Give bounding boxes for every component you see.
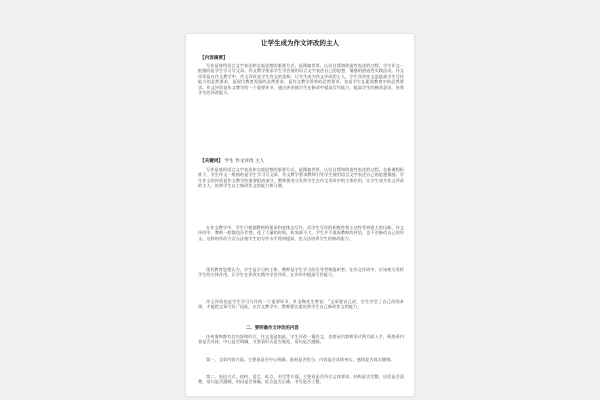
abstract-text: 写作是使用语言文字表达和交流思想的重要方式，是搜索世界、认识自我和创造性表述的过程。学生作文一般指的是学生学习写文章。作文教学要求学生学会使用语言文字表述自己的思想、情感的创造性实践活动。作文评改是在作文教学中，作文评改是学生作文的延伸。让学生成为作文评改的主人，学生评改作文是提高学生写作能力的必然要求，是现代教育发展的必然要求，是作文教学改革的必然要求，也是学生在素质教育中的必然要求。作文评改是作文教学的一个重要环节，通过评改使学生在修改中提高写作能力，提高学生的修改意识，培养学生的评改能力。: [198, 63, 404, 96]
document-title: 让学生成为作文评改的主人: [261, 39, 339, 47]
body-block-1: [198, 167, 404, 189]
body-block-7: [198, 374, 404, 385]
body-block-2: [198, 225, 404, 241]
body-paragraph-1: 写作是使用语言文字表达和交流思想的重要方式，是搜索世界、认识自我和创造性表述的过程。在新课程标准下，学生作文一般指的是学生学习写文章，作文教学要求教师引导学生使用语言文字表述自己的思想情感。学生作文的评改是作文教学的重要组成部分，教师要充分发挥学生在作文评改中的主体作用，让学生成为作文评改的主人，培养学生自主修改作文的能力和习惯。: [198, 167, 404, 189]
abstract-block: [198, 63, 404, 95]
body-block-4: [198, 299, 404, 310]
document-page: [186, 34, 414, 396]
keywords-block: [200, 159, 264, 165]
body-paragraph-7: 第二，表达方式、结构、语言、标点、书写等方面。主要看是否符合文体要求，结构是否完整，层次是否清楚，语句是否通顺，用词是否准确，标点是否正确，书写是否工整。: [198, 374, 404, 385]
abstract-label: 【内容摘要】: [200, 56, 228, 61]
body-paragraph-3: 现代教育思想认为，学生是学习的主体，教师是学生学习的引导者和组织者。在作文评改中，应该充分发挥学生的主体作用，让学生在评改实践中学会评改，在评改中提高写作能力。: [198, 267, 404, 278]
body-block-6: [198, 357, 404, 362]
body-block-5: [198, 334, 404, 345]
body-paragraph-4: 作文评改也是学生学习写作的一个重要环节。叶圣陶先生曾说：“文章要自己改，学生学会了自己改的本领，才能把文章写好。”因此，在作文教学中，教师要注重培养学生自己修改作文的能力。: [198, 299, 404, 310]
body-paragraph-2: 在作文教学中，学生只根据教师的要求和安排去写作，而学生写作的积极性和主动性受到很大的压抑。作文评改中，教师一般都包办代替，花了大量的时间，收效却不大，学生并不重视教师的评语，也不会修改自己的作文。这样的评改方式无法使学生的写作水平得到提高，也无法培养学生的修改能力。: [198, 225, 404, 241]
keywords-text: 学生 作文评改 主人: [224, 159, 265, 164]
body-paragraph-6: 第一，文章内容方面。主要看是否中心明确、选材是否恰当、内容是否具体充实、感情是否真实健康。: [206, 357, 395, 362]
body-block-3: [198, 267, 404, 278]
section-2-title: 二、要明确作文评改的内容: [246, 326, 299, 331]
keywords-label: 【关键词】: [200, 159, 223, 164]
body-paragraph-5: 任何事物都有其内容和形式，作文也是如此。学生评改一篇作文，也要从内容和形式两方面入手，既要看内容是否具体、中心是否明确，又要看形式是否规范、语句是否通顺。: [198, 334, 404, 345]
